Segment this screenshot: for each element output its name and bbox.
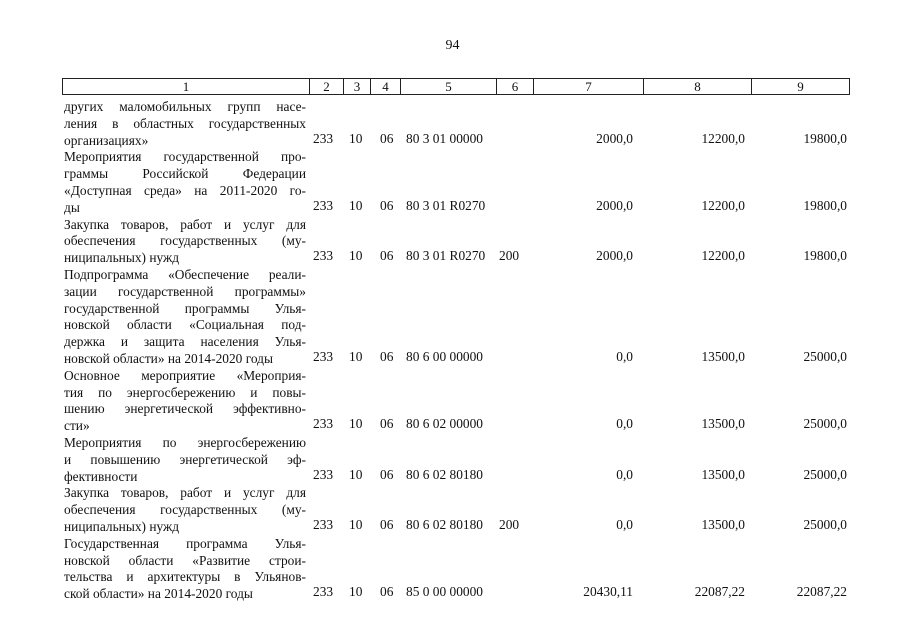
cell-col-2: 233 [313,130,334,146]
cell-col-9: 25000,0 [803,349,847,364]
cell-col-3: 10 [349,248,363,264]
cell-col-9: 25000,0 [803,416,847,432]
description-line: новской области» на 2014-2020 годы [64,350,273,366]
row-description [64,485,306,535]
table-row [0,149,905,216]
cell-col-7: 0,0 [616,349,633,364]
table-row [0,99,905,149]
description-line: держка и защита населения Улья- [64,334,306,350]
cell-col-8: 12200,0 [701,248,745,264]
cell-col-7: 2000,0 [596,248,633,264]
row-description [64,435,306,485]
cell-col-7: 0,0 [616,466,633,482]
row-description [64,99,306,149]
cell-col-8: 13500,0 [701,466,745,482]
cell-col-3: 10 [349,197,363,213]
cell-col-9: 19800,0 [803,248,847,264]
description-line: ской области» на 2014-2020 годы [64,586,253,602]
cell-col-9: 19800,0 [803,197,847,213]
cell-col-4: 06 [380,466,394,482]
cell-col-8: 13500,0 [701,516,745,532]
row-description [64,267,306,368]
description-line: Основное мероприятие «Мероприя- [64,367,306,383]
table-row [0,485,905,535]
description-line: ниципальных) нужд [64,518,180,534]
table-row [0,368,905,435]
cell-col-2: 233 [313,349,334,364]
table-row [0,536,905,603]
cell-col-7: 2000,0 [596,197,633,213]
description-line: обеспечения государственных (му- [64,502,306,518]
cell-col-4: 06 [380,416,394,432]
cell-col-4: 06 [380,130,394,146]
header-cell-2: 2 [310,79,344,94]
description-line: ления в областных государственных [64,115,306,131]
cell-col-7: 0,0 [616,516,633,532]
header-cell-9: 9 [797,79,804,94]
row-description [64,149,306,216]
cell-col-8: 12200,0 [701,197,745,213]
row-description [64,368,306,435]
cell-col-7: 20430,11 [583,584,633,600]
description-line: новской области «Социальная под- [64,317,306,333]
header-cell-3: 3 [344,79,371,94]
cell-col-2: 233 [313,516,334,532]
cell-col-8: 22087,22 [694,584,745,600]
row-description [64,217,306,267]
table-header-row [62,78,850,95]
cell-col-5: 80 3 01 R0270 [406,197,486,213]
cell-col-6: 200 [499,516,520,532]
cell-col-3: 10 [349,516,363,532]
row-description [64,536,306,603]
cell-col-3: 10 [349,349,363,364]
description-line: Подпрограмма «Обеспечение реали- [64,267,306,282]
cell-col-5: 80 6 02 80180 [406,516,483,532]
cell-col-3: 10 [349,130,363,146]
cell-col-5: 80 6 02 80180 [406,466,483,482]
description-line: Мероприятия по энергосбережению [64,435,306,450]
table-row [0,217,905,267]
description-line: обеспечения государственных (му- [64,233,306,249]
cell-col-4: 06 [380,248,394,264]
description-line: Закупка товаров, работ и услуг для [64,216,306,232]
cell-col-8: 13500,0 [701,416,745,432]
description-line: ды [64,199,80,215]
cell-col-5: 80 3 01 R0270 [406,248,486,264]
cell-col-7: 2000,0 [596,130,633,146]
cell-col-5: 80 6 02 00000 [406,416,483,432]
cell-col-3: 10 [349,416,363,432]
cell-col-2: 233 [313,466,334,482]
description-line: государственной программы Улья- [64,300,306,316]
cell-col-7: 0,0 [616,416,633,432]
cell-col-2: 233 [313,416,334,432]
cell-col-4: 06 [380,516,394,532]
cell-col-5: 80 3 01 00000 [406,130,483,146]
cell-col-6: 200 [499,248,520,264]
cell-col-4: 06 [380,197,394,213]
description-line: других маломобильных групп насе- [64,99,306,114]
description-line: тия по энергосбережению и повы- [64,384,306,400]
description-line: фективности [64,468,138,484]
description-line: «Доступная среда» на 2011-2020 го- [64,182,306,198]
cell-col-2: 233 [313,248,334,264]
cell-col-2: 233 [313,197,334,213]
description-line: ниципальных) нужд [64,250,180,266]
header-cell-7: 7 [534,79,644,94]
description-line: граммы Российской Федерации [64,166,306,182]
description-line: зации государственной программы» [64,283,306,299]
description-line: шению энергетической эффективно- [64,401,306,417]
table-row [0,435,905,485]
description-line: и повышению энергетической эф- [64,451,306,467]
cell-col-9: 22087,22 [796,584,847,600]
cell-col-5: 80 6 00 00000 [406,349,483,364]
description-line: организациях» [64,132,149,148]
cell-col-9: 25000,0 [803,466,847,482]
cell-col-9: 25000,0 [803,516,847,532]
cell-col-3: 10 [349,584,363,600]
description-line: Мероприятия государственной про- [64,149,306,165]
description-line: Государственная программа Улья- [64,535,306,551]
cell-col-5: 85 0 00 00000 [406,584,483,600]
header-cell-8: 8 [644,79,752,94]
cell-col-4: 06 [380,584,394,600]
header-cell-6: 6 [497,79,534,94]
description-line: сти» [64,418,90,434]
cell-col-3: 10 [349,466,363,482]
header-cell-5: 5 [401,79,497,94]
cell-col-9: 19800,0 [803,130,847,146]
cell-col-2: 233 [313,584,334,600]
header-cell-1: 1 [63,79,310,94]
cell-col-4: 06 [380,349,394,364]
description-line: Закупка товаров, работ и услуг для [64,485,306,501]
table-row [0,267,905,368]
cell-col-8: 13500,0 [701,349,745,364]
description-line: тельства и архитектуры в Ульянов- [64,569,306,585]
header-cell-4: 4 [371,79,401,94]
page-number: 94 [445,38,460,53]
description-line: новской области «Развитие строи- [64,552,306,568]
cell-col-8: 12200,0 [701,130,745,146]
